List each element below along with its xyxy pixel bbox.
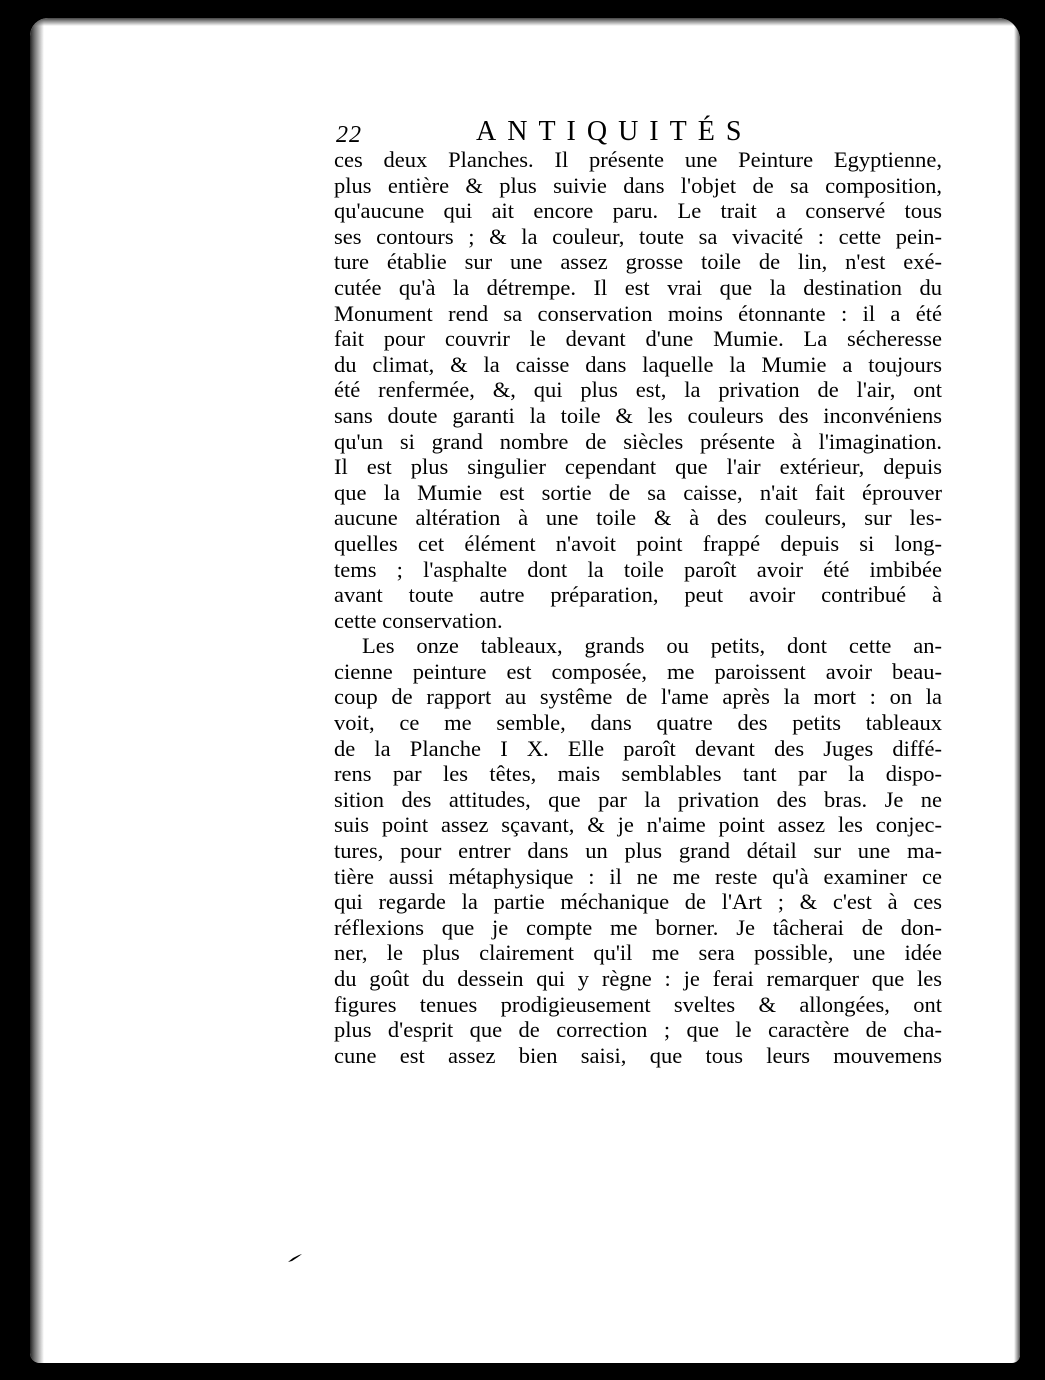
text-line: qu'un si grand nombre de siècles présente à l'imagination. [334, 428, 942, 454]
text-line: qu'aucune qui ait encore paru. Le trait a conservé tous [334, 198, 942, 224]
text-line: été renfermée, &, qui plus est, la privation de l'air, ont [334, 377, 942, 403]
text-line: cette conservation. [334, 607, 503, 633]
text-line: qui regarde la partie méchanique de l'Art ; & c'est à ces [334, 889, 942, 915]
running-head [336, 112, 936, 152]
page-edge-shadow [1014, 18, 1020, 1363]
text-line: tures, pour entrer dans un plus grand détail sur une ma- [334, 838, 942, 864]
text-line: cutée qu'à la détrempe. Il est vrai que la destination du [334, 274, 942, 300]
text-line: sans doute garanti la toile & les couleurs des inconvéniens [334, 402, 942, 428]
text-line: ner, le plus clairement qu'il me sera possible, une idée [334, 940, 942, 966]
text-line: ses contours ; & la couleur, toute sa vivacité : cette pein- [334, 223, 942, 249]
text-line: figures tenues prodigieusement sveltes & allongées, ont [334, 991, 942, 1017]
body-text [334, 147, 942, 1068]
text-line: du climat, & la caisse dans laquelle la Mumie a toujours [334, 351, 942, 377]
text-line: tière aussi métaphysique : il ne me reste qu'à examiner ce [334, 863, 942, 889]
text-line: voit, ce me semble, dans quatre des petits tableaux [334, 710, 942, 736]
paragraph-start-line: Les onze tableaux, grands ou petits, dont cette an- [362, 633, 942, 659]
text-line: que la Mumie est sortie de sa caisse, n'ait fait éprouver [334, 479, 942, 505]
text-line: cune est assez bien saisi, que tous leurs mouvemens [334, 1042, 942, 1068]
text-line: Monument rend sa conservation moins étonnante : il a été [334, 300, 942, 326]
text-line: cienne peinture est composée, me paroissent avoir beau- [334, 658, 942, 684]
running-title: ANTIQUITÉS [476, 116, 753, 147]
text-line: plus entière & plus suivie dans l'objet de sa composition, [334, 172, 942, 198]
text-line: ture établie sur une assez grosse toile de lin, n'est exé- [334, 249, 942, 275]
text-line: rens par les têtes, mais semblables tant par la dispo- [334, 761, 942, 787]
text-line: coup de rapport au systême de l'ame après la mort : on la [334, 684, 942, 710]
text-line: aucune altération à une toile & à des couleurs, sur les- [334, 505, 942, 531]
text-line: de la Planche I X. Elle paroît devant des Juges diffé- [334, 735, 942, 761]
text-line: tems ; l'asphalte dont la toile paroît avoir été imbibée [334, 556, 942, 582]
text-line: du goût du dessein qui y règne : je ferai remarquer que les [334, 966, 942, 991]
text-line: réflexions que je compte me borner. Je tâcherai de don- [334, 914, 942, 940]
text-line: Il est plus singulier cependant que l'air extérieur, depuis [334, 454, 942, 480]
page-number: 22 [336, 122, 362, 148]
text-line: plus d'esprit que de correction ; que le caractère de cha- [334, 1017, 942, 1043]
text-line: quelles cet élément n'avoit point frappé depuis si long- [334, 530, 942, 556]
text-line: avant toute autre préparation, peut avoir contribué à [334, 582, 942, 608]
text-line: suis point assez sçavant, & je n'aime point assez les conjec- [334, 812, 942, 838]
text-line: sition des attitudes, que par la privation des bras. Je ne [334, 786, 942, 812]
text-line: ces deux Planches. Il présente une Peinture Egyptienne, [334, 147, 942, 172]
text-line: fait pour couvrir le devant d'une Mumie. La sécheresse [334, 326, 942, 352]
ink-blot-mark [287, 1253, 303, 1263]
